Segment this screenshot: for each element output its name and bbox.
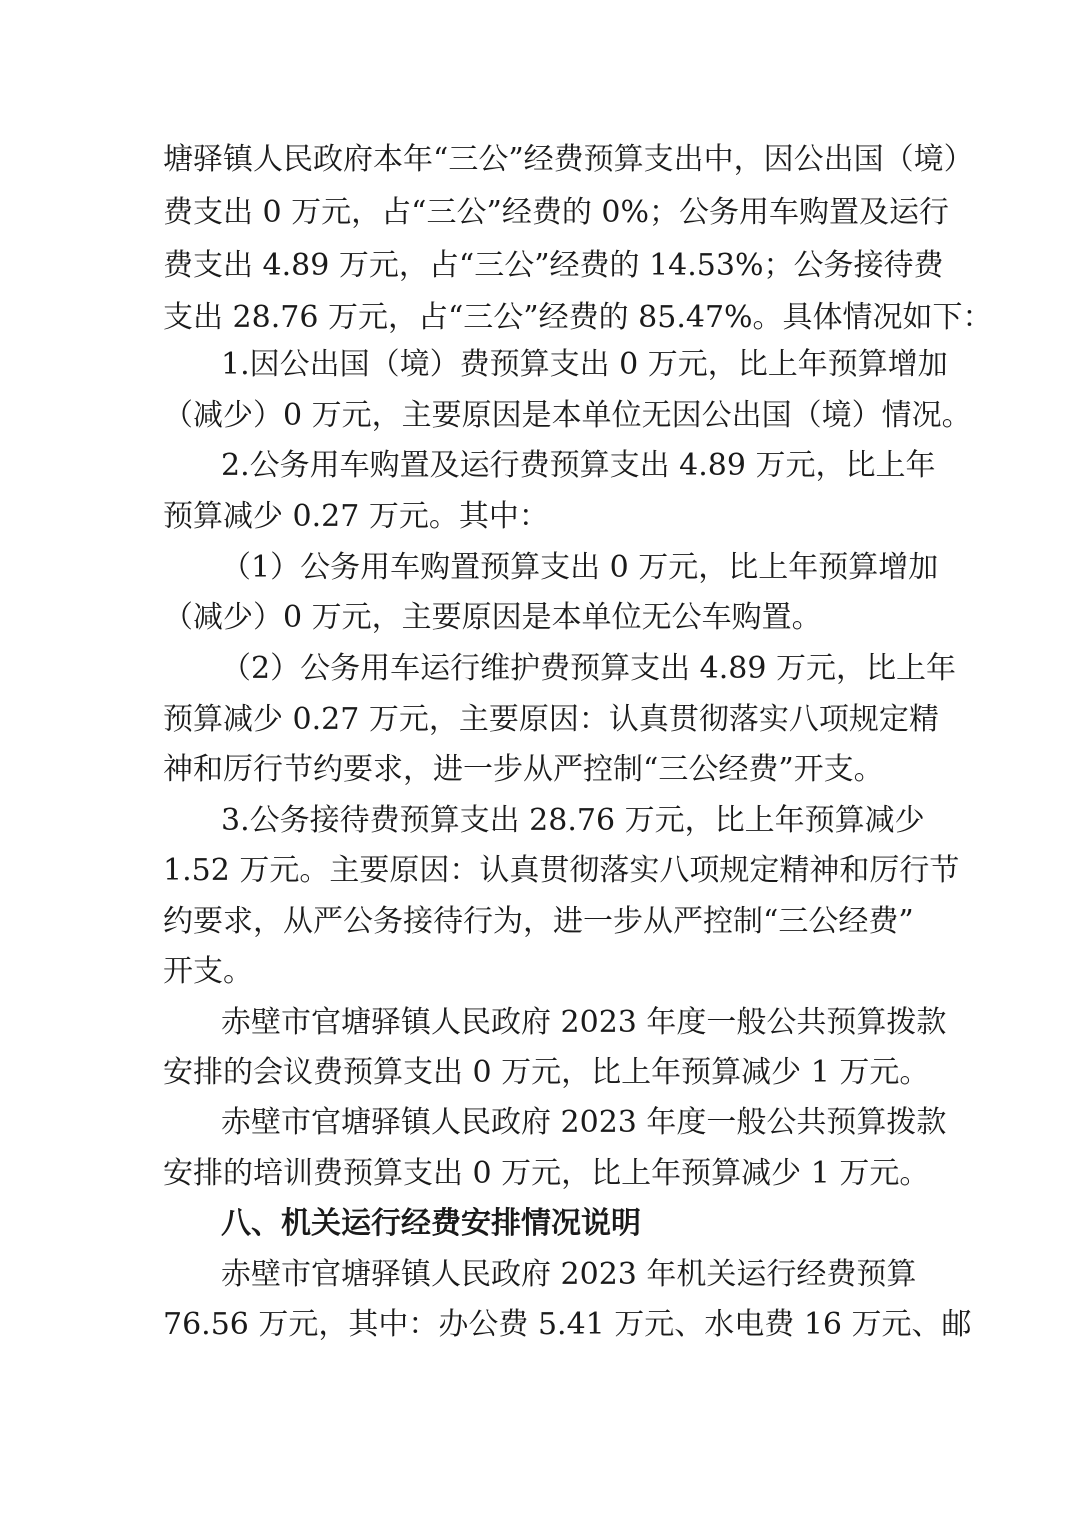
text-line-8: 预算减少 0.27 万元。其中： [163, 499, 549, 534]
text-line-9: （1）公务用车购置预算支出 0 万元，比上年预算增加 [221, 550, 939, 585]
text-line-19: 安排的会议费预算支出 0 万元，比上年预算减少 1 万元。 [163, 1055, 930, 1090]
section-heading: 八、机关运行经费安排情况说明 [221, 1206, 641, 1241]
text-line-16: 约要求，从严公务接待行为，进一步从严控制“三公经费” [163, 904, 914, 939]
text-line-24: 76.56 万元，其中：办公费 5.41 万元、水电费 16 万元、邮 [163, 1307, 972, 1342]
text-line-5: 1.因公出国（境）费预算支出 0 万元，比上年预算增加 [221, 347, 948, 382]
text-line-18: 赤壁市官塘驿镇人民政府 2023 年度一般公共预算拨款 [221, 1005, 947, 1040]
text-line-12: 预算减少 0.27 万元，主要原因：认真贯彻落实八项规定精 [163, 702, 939, 737]
text-line-23: 赤壁市官塘驿镇人民政府 2023 年机关运行经费预算 [221, 1257, 917, 1292]
text-line-11: （2）公务用车运行维护费预算支出 4.89 万元，比上年 [221, 651, 956, 686]
text-line-20: 赤壁市官塘驿镇人民政府 2023 年度一般公共预算拨款 [221, 1105, 947, 1140]
text-line-17: 开支。 [163, 954, 253, 989]
text-line-13: 神和厉行节约要求，进一步从严控制“三公经费”开支。 [163, 752, 884, 787]
text-line-4: 支出 28.76 万元，占“三公”经费的 85.47%。具体情况如下： [163, 300, 993, 335]
text-line-6: （减少）0 万元，主要原因是本单位无因公出国（境）情况。 [163, 398, 972, 433]
text-line-14: 3.公务接待费预算支出 28.76 万元，比上年预算减少 [221, 803, 925, 838]
text-line-10: （减少）0 万元，主要原因是本单位无公车购置。 [163, 600, 822, 635]
text-line-2: 费支出 0 万元，占“三公”经费的 0%；公务用车购置及运行 [163, 195, 949, 230]
text-line-1: 塘驿镇人民政府本年“三公”经费预算支出中，因公出国（境） [163, 142, 974, 177]
text-line-21: 安排的培训费预算支出 0 万元，比上年预算减少 1 万元。 [163, 1156, 930, 1191]
text-line-15: 1.52 万元。主要原因：认真贯彻落实八项规定精神和厉行节 [163, 853, 960, 888]
text-line-7: 2.公务用车购置及运行费预算支出 4.89 万元，比上年 [221, 448, 936, 483]
text-line-3: 费支出 4.89 万元，占“三公”经费的 14.53%；公务接待费 [163, 248, 944, 283]
